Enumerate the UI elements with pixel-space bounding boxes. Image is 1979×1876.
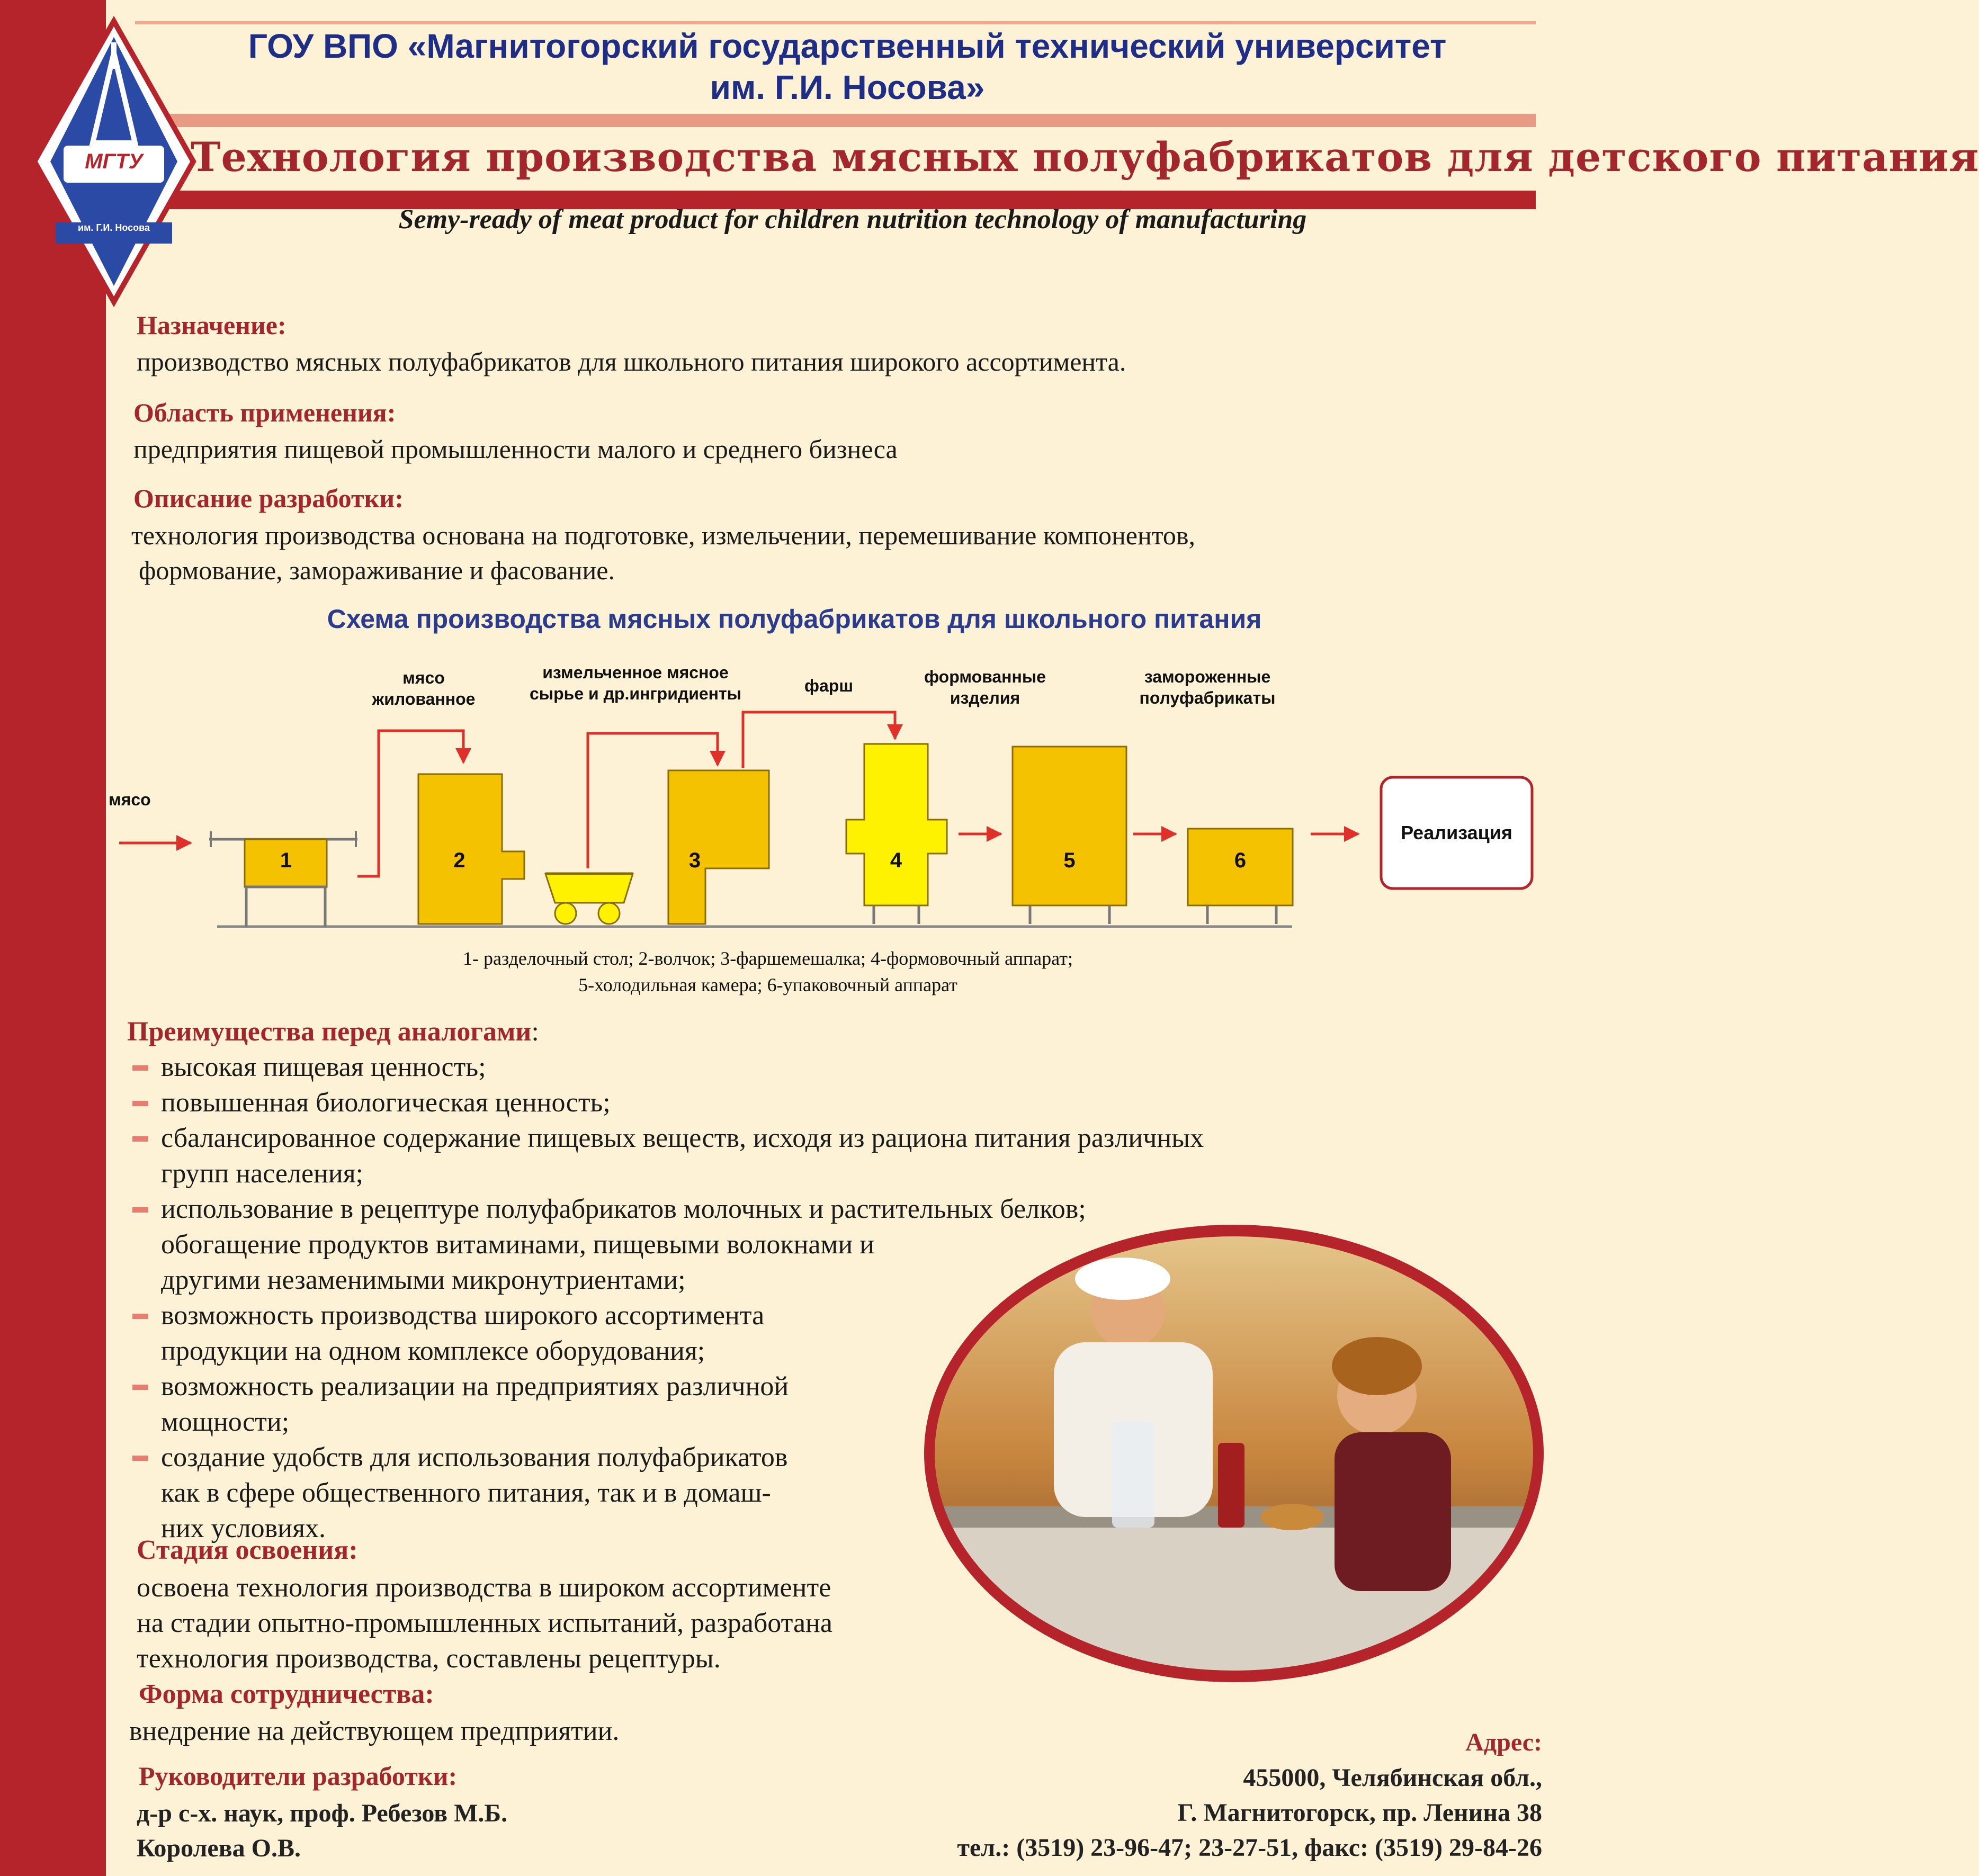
machine-4-number: 4	[890, 849, 902, 872]
machine-6-packing-apparatus	[1188, 829, 1293, 924]
leader-2: Королева О.В.	[137, 1834, 301, 1862]
description-line-2: формование, замораживание и фасование.	[139, 555, 615, 585]
logo-subtext: им. Г.И. Носова	[78, 222, 150, 233]
advantage-text: сбалансированное содержание пищевых веществ, исходя из рациона питания различных	[161, 1123, 1204, 1153]
advantage-continuation: другими незаменимыми микронутриентами;	[161, 1265, 686, 1295]
description-heading: Описание разработки:	[133, 483, 404, 513]
advantage-continuation: обогащение продуктов витаминами, пищевыми волокнами и	[161, 1229, 875, 1260]
machine-4-forming-apparatus	[846, 744, 947, 924]
page-subtitle-en: Semy-ready of meat product for children nutrition technology of manufacturing	[398, 204, 1307, 235]
stage-line-1: освоена технология производства в широком ассортименте	[137, 1573, 831, 1603]
advantage-item	[127, 1369, 1451, 1404]
label-minced-raw: измельченное мясное сырье и др.ингридиенты	[530, 663, 741, 703]
label-trimmed-meat: мясо жилованное	[372, 668, 476, 708]
bullet-dash-icon	[132, 1101, 148, 1106]
caption-line-1: 1- разделочный стол; 2-волчок; 3-фаршемешалка; 4-формовочный аппарат;	[463, 948, 1073, 969]
bullet-dash-icon	[132, 1065, 148, 1071]
machine-3-mixer	[668, 770, 769, 924]
stage-line-2: на стадии опытно-промышленных испытаний, разработана	[137, 1608, 832, 1638]
sales-label: Реализация	[1401, 822, 1512, 843]
advantage-item	[127, 1085, 1451, 1120]
bullet-dash-icon	[132, 1456, 148, 1461]
bullet-dash-icon	[132, 1136, 148, 1142]
scheme-caption	[212, 945, 1324, 998]
machine-5-number: 5	[1063, 849, 1076, 872]
advantages-list	[127, 1049, 1451, 1546]
stage-text	[137, 1570, 832, 1676]
address-heading: Адрес:	[1465, 1728, 1542, 1756]
scheme-title: Схема производства мясных полуфабрикатов для школьного питания	[327, 604, 1262, 634]
cooperation-text: внедрение на действующем предприятии.	[129, 1716, 620, 1746]
page-title: Технология производства мясных полуфабрикатов для детского питания	[191, 133, 1979, 181]
advantage-item	[127, 1298, 1451, 1333]
machine-3-number: 3	[688, 849, 701, 872]
advantage-continuation: них условиях.	[161, 1513, 326, 1543]
label-formed-products: формованные изделия	[924, 667, 1046, 707]
advantage-continuation: как в сфере общественного питания, так и в домаш-	[161, 1478, 771, 1508]
logo-text: МГТУ	[85, 150, 143, 173]
advantage-item	[127, 1191, 1451, 1227]
scope-heading: Область применения:	[133, 398, 396, 427]
machine-6-number: 6	[1234, 849, 1247, 872]
advantage-text: создание удобств для использования полуфабрикатов	[161, 1442, 788, 1473]
cooperation-heading: Форма сотрудничества:	[139, 1679, 434, 1709]
transport-cart	[545, 874, 633, 924]
label-farsh: фарш	[804, 676, 853, 695]
leader-1: д-р с-х. наук, проф. Ребезов М.Б.	[137, 1799, 508, 1827]
university-line-1: ГОУ ВПО «Магнитогорский государственный технический университет	[248, 27, 1447, 65]
advantage-continuation: групп населения;	[161, 1159, 364, 1189]
bullet-dash-icon	[132, 1385, 148, 1390]
advantages-heading-row	[127, 1014, 1451, 1049]
university-line-2: им. Г.И. Носова»	[710, 68, 985, 106]
bullet-dash-icon	[132, 1314, 148, 1319]
advantages-heading: Преимущества перед аналогами	[127, 1017, 532, 1047]
label-frozen-products: замороженные полуфабрикаты	[1139, 667, 1276, 707]
advantage-continuation: продукции на одном комплексе оборудования;	[161, 1336, 705, 1366]
scheme-input-label: мясо	[109, 790, 151, 809]
caption-line-2: 5-холодильная камера; 6-упаковочный аппарат	[578, 974, 957, 995]
machine-2-number: 2	[453, 849, 465, 872]
advantages-section	[127, 1014, 1451, 1546]
address-line-1: 455000, Челябинская обл.,	[1243, 1764, 1542, 1792]
advantage-item	[127, 1120, 1451, 1156]
advantage-text: высокая пищевая ценность;	[161, 1052, 486, 1082]
stage-heading: Стадия освоения:	[137, 1535, 358, 1565]
advantage-text: повышенная биологическая ценность;	[161, 1088, 611, 1118]
address-block	[957, 1761, 1542, 1865]
leaders-names	[137, 1796, 507, 1866]
machine-1-cutting-table	[209, 831, 357, 927]
address-line-3: тел.: (3519) 23-96-47; 23-27-51, факс: (3519) 29-84-26	[957, 1834, 1542, 1862]
advantages-colon: :	[531, 1017, 539, 1047]
machine-2-grinder	[418, 774, 524, 924]
advantage-continuation: мощности;	[161, 1407, 290, 1437]
advantage-text: возможность производства широкого ассортимента	[161, 1300, 765, 1331]
advantage-item	[127, 1049, 1451, 1085]
purpose-text: производство мясных полуфабрикатов для школьного питания широкого ассортимента.	[137, 347, 1126, 376]
advantage-item	[127, 1440, 1451, 1475]
advantage-text: возможность реализации на предприятиях различной	[161, 1371, 789, 1402]
machine-5-cold-chamber	[1013, 747, 1126, 924]
advantage-text: использование в рецептуре полуфабрикатов молочных и растительных белков;	[161, 1194, 1086, 1224]
purpose-heading: Назначение:	[137, 310, 286, 340]
scope-text: предприятия пищевой промышленности малого и среднего бизнеса	[133, 434, 898, 464]
address-line-2: Г. Магнитогорск, пр. Ленина 38	[1177, 1799, 1542, 1827]
bullet-dash-icon	[132, 1207, 148, 1213]
description-line-1: технология производства основана на подготовке, измельчении, перемешивание компонентов,	[131, 520, 1196, 550]
leaders-heading: Руководители разработки:	[139, 1761, 458, 1791]
machine-1-number: 1	[280, 849, 292, 872]
stage-line-3: технология производства, составлены рецептуры.	[137, 1644, 721, 1674]
